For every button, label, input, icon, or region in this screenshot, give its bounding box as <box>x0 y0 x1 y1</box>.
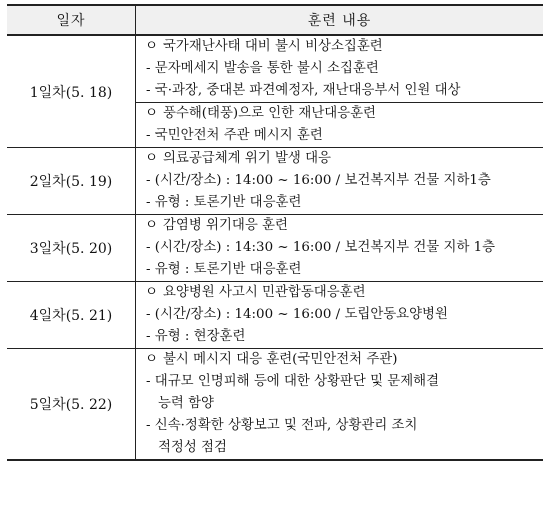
header-day: 일자 <box>7 6 136 34</box>
section-item: - 대규모 인명피해 등에 대한 상황판단 및 문제해결 <box>146 374 440 389</box>
table-row <box>7 282 543 349</box>
section-item: - 유형 : 토론기반 대응훈련 <box>146 262 302 277</box>
training-section <box>136 102 543 147</box>
content-cell <box>136 148 543 214</box>
content-cell <box>136 215 543 281</box>
section-item: - (시간/장소) : 14:00 ~ 16:00 / 도립안동요양병원 <box>146 307 448 322</box>
training-schedule-table <box>7 4 543 461</box>
section-item-continued: 능력 함양 <box>158 396 214 411</box>
table-row <box>7 349 543 461</box>
section-title: ㅇ 감염병 위기대응 훈련 <box>136 215 543 237</box>
bullet-mark: ㅇ <box>145 218 158 233</box>
bullet-mark: ㅇ <box>145 352 158 367</box>
section-item: - 유형 : 현장훈련 <box>146 329 246 344</box>
training-section <box>136 282 543 348</box>
table-row <box>7 36 543 148</box>
training-section <box>136 36 543 102</box>
section-item: - (시간/장소) : 14:30 ~ 16:00 / 보건복지부 건물 지하 1층 <box>146 240 496 255</box>
section-title: ㅇ 의료공급체계 위기 발생 대응 <box>136 148 543 170</box>
section-item: - 국·과장, 중대본 파견예정자, 재난대응부서 인원 대상 <box>146 83 461 98</box>
section-item: - 문자메세지 발송을 통한 불시 소집훈련 <box>146 61 379 76</box>
bullet-mark: ㅇ <box>145 39 158 54</box>
section-title: ㅇ 풍수해(태풍)으로 인한 재난대응훈련 <box>136 103 543 125</box>
training-section <box>136 215 543 281</box>
content-cell <box>136 349 543 459</box>
table-row <box>7 148 543 215</box>
section-item: - 유형 : 토론기반 대응훈련 <box>146 195 302 210</box>
table-row <box>7 215 543 282</box>
section-title: ㅇ 요양병원 사고시 민관합동대응훈련 <box>136 282 543 304</box>
section-item-continued: 적정성 점검 <box>158 440 227 455</box>
content-cell <box>136 36 543 147</box>
content-cell <box>136 282 543 348</box>
training-section <box>136 349 543 459</box>
day-cell: 3일차(5. 20) <box>7 215 136 281</box>
section-item: - (시간/장소) : 14:00 ~ 16:00 / 보건복지부 건물 지하1층 <box>146 173 491 188</box>
training-section <box>136 148 543 214</box>
header-content: 훈련 내용 <box>307 13 372 29</box>
day-cell: 1일차(5. 18) <box>7 36 136 147</box>
bullet-mark: ㅇ <box>145 285 158 300</box>
bullet-mark: ㅇ <box>145 151 158 166</box>
section-title: ㅇ 불시 메시지 대응 훈련(국민안전처 주관) <box>136 349 543 371</box>
section-title: ㅇ 국가재난사태 대비 불시 비상소집훈련 <box>136 36 543 58</box>
table-header <box>7 4 543 36</box>
section-item: - 국민안전처 주관 메시지 훈련 <box>146 128 323 143</box>
bullet-mark: ㅇ <box>145 106 158 121</box>
section-item: - 신속·정확한 상황보고 및 전파, 상황관리 조치 <box>146 418 418 433</box>
day-cell: 4일차(5. 21) <box>7 282 136 348</box>
day-cell: 2일차(5. 19) <box>7 148 136 214</box>
day-cell: 5일차(5. 22) <box>7 349 136 459</box>
